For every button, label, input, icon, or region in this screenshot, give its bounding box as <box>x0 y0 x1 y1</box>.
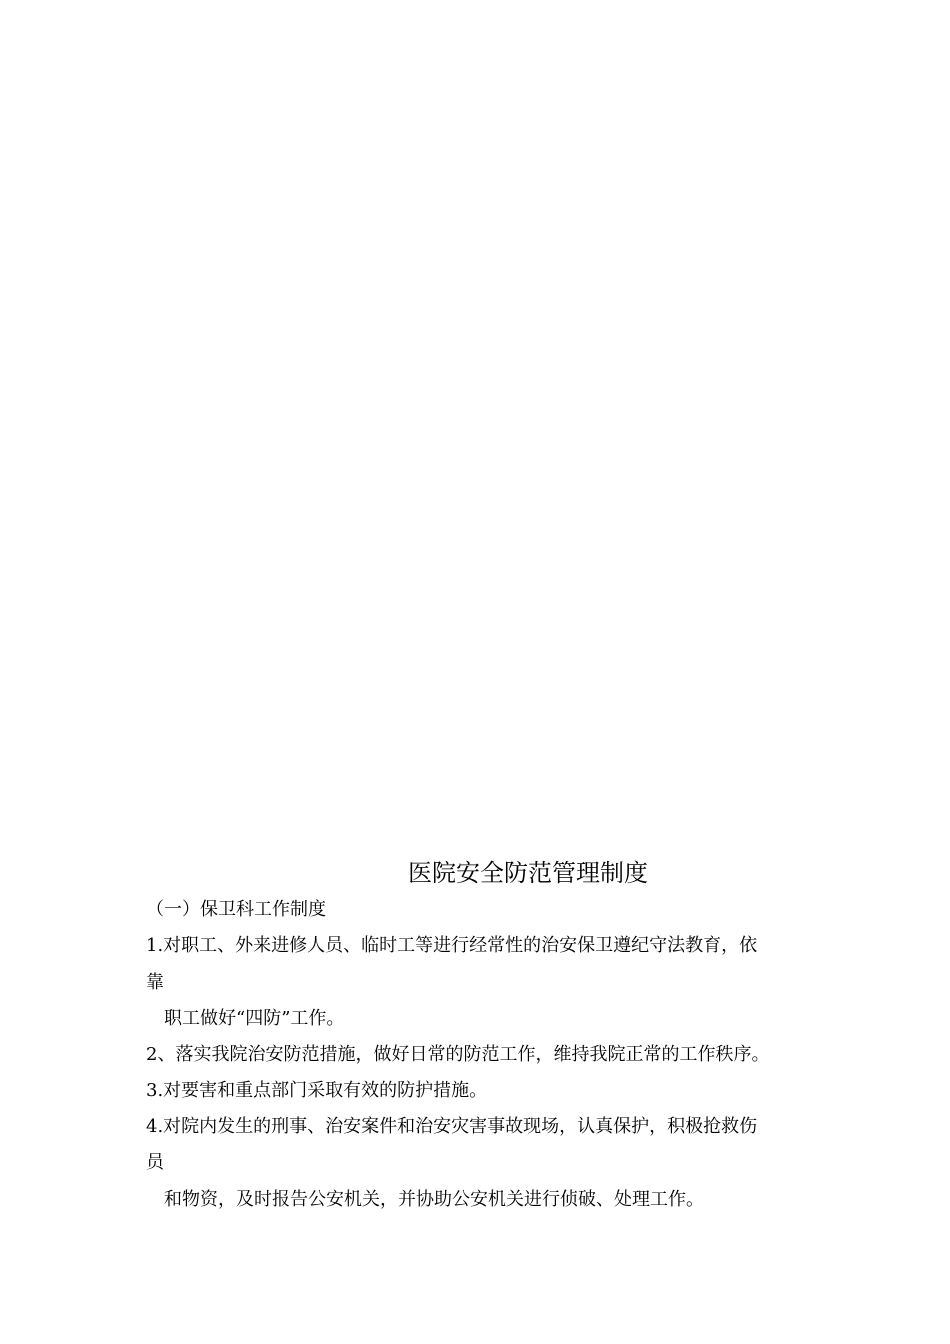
item-3-line-1: 3.对要害和重点部门采取有效的防护措施。 <box>146 1080 488 1101</box>
item-4-line-3: 和物资，及时报告公安机关，并协助公安机关进行侦破、处理工作。 <box>164 1189 704 1210</box>
item-4-line-2: 员 <box>146 1152 164 1173</box>
item-1-line-1: 1.对职工、外来进修人员、临时工等进行经常性的治安保卫遵纪守法教育，依 <box>146 935 758 956</box>
item-2-line-1: 2、落实我院治安防范措施，做好日常的防范工作，维持我院正常的工作秩序。 <box>146 1044 770 1065</box>
item-1-line-3: 职工做好“四防”工作。 <box>164 1008 345 1029</box>
section-heading: （一）保卫科工作制度 <box>146 899 326 920</box>
item-4-line-1: 4.对院内发生的刑事、治安案件和治安灾害事故现场，认真保护，积极抢救伤 <box>146 1116 758 1137</box>
document-title: 医院安全防范管理制度 <box>408 859 648 887</box>
item-1-line-2: 靠 <box>146 972 164 993</box>
